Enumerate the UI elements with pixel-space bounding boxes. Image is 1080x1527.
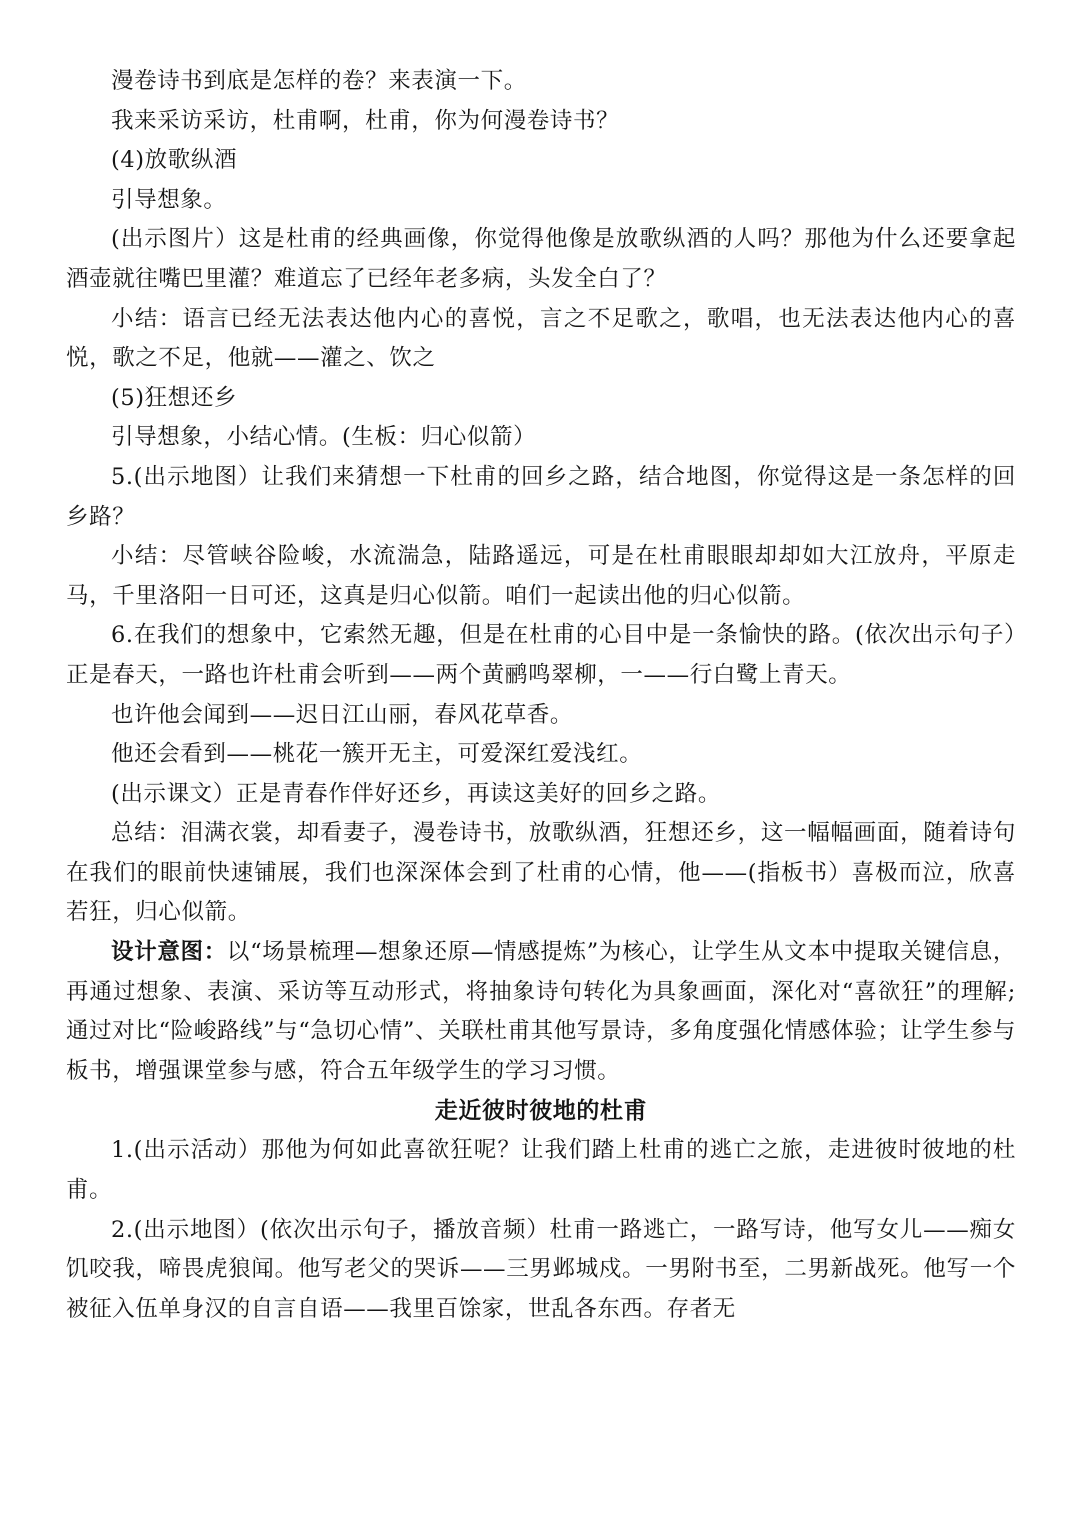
conclusion-paragraph: 总结：泪满衣裳，却看妻子，漫卷诗书，放歌纵酒，狂想还乡，这一幅幅画面，随着诗句在我们的眼前快速铺展，我们也深深体会到了杜甫的心情，他——(指板书）喜极而泣，欣喜若狂，归心似箭。 xyxy=(66,820,1016,926)
design-intent-label: 设计意图： xyxy=(111,939,227,966)
paragraph: 也许他会闻到——迟日江山丽，春风花草香。 xyxy=(111,701,574,728)
section-title: 走近彼时彼地的杜甫 xyxy=(434,1097,648,1125)
paragraph: 引导想象。 xyxy=(111,186,227,213)
document-page xyxy=(66,62,1016,1329)
design-intent-body: 以“场景梳理—想象还原—情感提炼”为核心，让学生从文本中提取关键信息，再通过想象、表演、采访等互动形式，将抽象诗句转化为具象画面，深化对“喜欲狂”的理解;通过对比“险峻路线”与“急切心情”、关联杜甫其他写景诗，多角度强化情感体验；让学生参与板书，增强课堂参与感，符合五年级学生的学习习惯。 xyxy=(66,939,1016,1084)
subheading-fangge-zongjiu: (4)放歌纵酒 xyxy=(111,147,238,174)
design-intent-paragraph xyxy=(66,933,1016,1091)
numbered-paragraph-1: 1.(出示活动）那他为何如此喜欲狂呢？让我们踏上杜甫的逃亡之旅，走进彼时彼地的杜甫。 xyxy=(66,1137,1016,1204)
numbered-paragraph-5: 5.(出示地图）让我们来猜想一下杜甫的回乡之路，结合地图，你觉得这是一条怎样的回乡路？ xyxy=(66,463,1016,530)
paragraph: (出示课文）正是青春作伴好还乡，再读这美好的回乡之路。 xyxy=(111,780,721,807)
numbered-paragraph-6: 6.在我们的想象中，它索然无趣，但是在杜甫的心目中是一条愉快的路。(依次出示句子）正是春天，一路也许杜甫会听到——两个黄鹂鸣翠柳，一——行白鹭上青天。 xyxy=(66,622,1016,688)
paragraph: 他还会看到——桃花一簇开无主，可爱深红爱浅红。 xyxy=(111,741,643,768)
summary-paragraph: 小结：尽管峡谷险峻，水流湍急，陆路遥远，可是在杜甫眼眼却却如大江放舟，平原走马，千里洛阳一日可还，这真是归心似箭。咱们一起读出他的归心似箭。 xyxy=(66,543,1016,609)
paragraph: (出示图片）这是杜甫的经典画像，你觉得他像是放歌纵酒的人吗？那他为什么还要拿起酒壶就往嘴巴里灌？难道忘了已经年老多病，头发全白了？ xyxy=(66,226,1016,292)
summary-paragraph: 小结：语言已经无法表达他内心的喜悦，言之不足歌之，歌唱，也无法表达他内心的喜悦，歌之不足，他就——灌之、饮之 xyxy=(66,305,1016,372)
numbered-paragraph-2: 2.(出示地图）(依次出示句子，播放音频）杜甫一路逃亡，一路写诗，他写女儿——痴女饥咬我，啼畏虎狼闻。他写老父的哭诉——三男邺城戍。一男附书至，二男新战死。他写一个被征入伍单身汉的自言自语——我里百馀家，世乱各东西。存者无 xyxy=(66,1216,1016,1322)
paragraph: 漫卷诗书到底是怎样的卷？来表演一下。 xyxy=(111,68,527,94)
subheading-kuangxiang-huanxiang: (5)狂想还乡 xyxy=(111,384,238,411)
paragraph: 引导想象，小结心情。(生板：归心似箭） xyxy=(111,424,537,451)
paragraph: 我来采访采访，杜甫啊，杜甫，你为何漫卷诗书？ xyxy=(111,107,620,134)
